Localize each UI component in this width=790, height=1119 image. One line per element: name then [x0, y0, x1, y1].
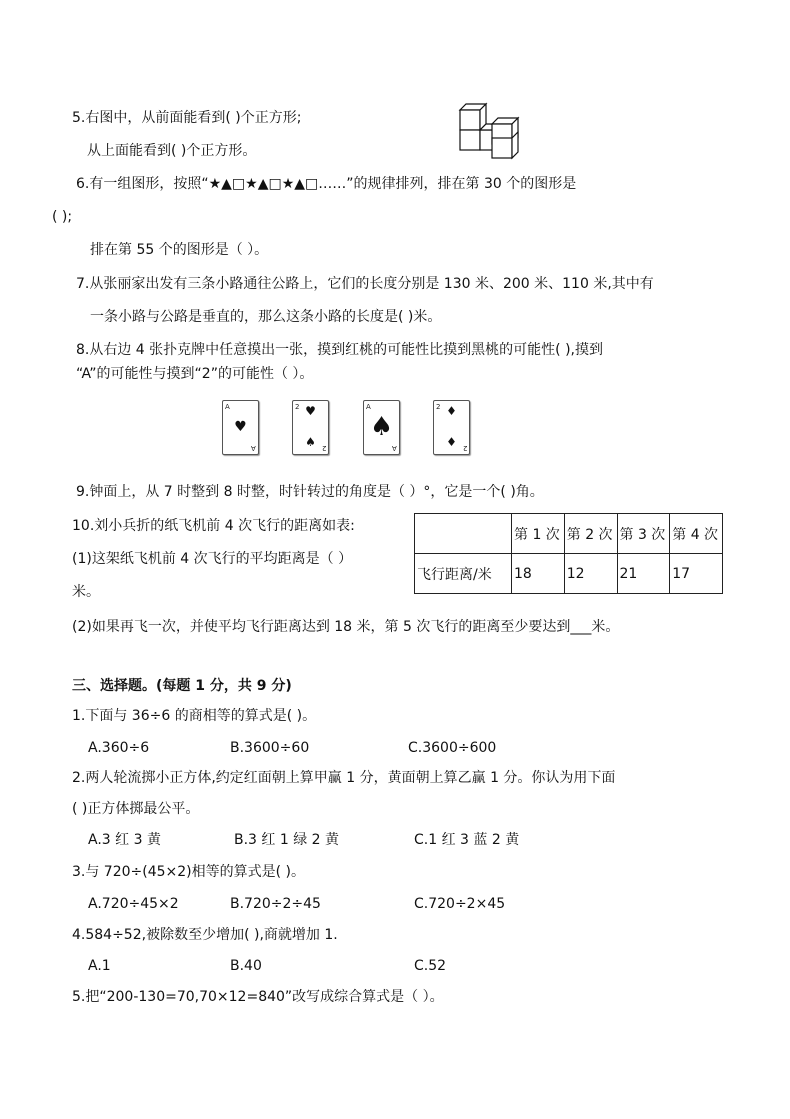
- q8-line2: “A”的可能性与摸到“2”的可能性（ ）。: [76, 366, 314, 382]
- card-rank: A: [366, 403, 371, 411]
- card-rank: A: [225, 403, 230, 411]
- heart-icon: ♥: [234, 419, 247, 435]
- choice-q2-option-c: C.1 红 3 蓝 2 黄: [414, 832, 520, 848]
- q7-line2: 一条小路与公路是垂直的，那么这条小路的长度是( )米。: [90, 309, 442, 325]
- choice-q3: 3.与 720÷(45×2)相等的算式是( )。: [72, 864, 306, 880]
- choice-q1-option-a: A.360÷6: [88, 740, 150, 756]
- spade-icon: ♠: [369, 412, 394, 442]
- table-header-cell: 第 4 次: [670, 514, 723, 554]
- table-cell: 21: [617, 554, 670, 594]
- q6-line3: 排在第 55 个的图形是（ ）。: [90, 242, 269, 258]
- q7-line1: 7.从张丽家出发有三条小路通往公路上，它们的长度分别是 130 米、200 米、110 米,其中有: [76, 276, 654, 292]
- choice-q2-line1: 2.两人轮流掷小正方体,约定红面朝上算甲赢 1 分，黄面朝上算乙赢 1 分。你认为用下面: [72, 770, 616, 786]
- playing-card-ace-spades: [363, 400, 400, 455]
- q10-line4: (2)如果再飞一次，并使平均飞行距离达到 18 米，第 5 次飞行的距离至少要达到___米。: [72, 619, 620, 635]
- card-rank-bottom: A: [251, 444, 256, 452]
- q10-line3: 米。: [72, 584, 100, 600]
- playing-card-two-hearts: [292, 400, 329, 455]
- table-header-corner: [415, 514, 512, 554]
- choice-q2-line2: ( )正方体掷最公平。: [72, 801, 200, 817]
- q6-line2: ( );: [52, 209, 73, 225]
- choice-q3-option-c: C.720÷2×45: [414, 896, 506, 912]
- table-cell: 18: [512, 554, 565, 594]
- card-rank: 2: [295, 403, 300, 411]
- card-rank-bottom: 2: [321, 444, 326, 452]
- card-rank-bottom: 2: [462, 444, 467, 452]
- q10-line2: (1)这架纸飞机前 4 次飞行的平均距离是（ ）: [72, 551, 353, 567]
- table-header-cell: 第 3 次: [617, 514, 670, 554]
- playing-card-ace-hearts: [222, 400, 259, 455]
- table-row: [415, 554, 723, 594]
- table-header-row: [415, 514, 723, 554]
- q6-line1: 6.有一组图形，按照“★▲□★▲□★▲□……”的规律排列，排在第 30 个的图形是: [76, 176, 577, 192]
- card-rank-bottom: A: [392, 444, 397, 452]
- choice-q5: 5.把“200-130=70,70×12=840”改写成综合算式是（ ）。: [72, 989, 444, 1005]
- table-cell: 12: [564, 554, 617, 594]
- cube-stack-figure: [456, 98, 536, 162]
- card-rank: 2: [436, 403, 441, 411]
- q5-line1: 5.右图中，从前面能看到( )个正方形;: [72, 110, 302, 126]
- choice-q4-option-c: C.52: [414, 958, 447, 974]
- choice-q1-option-b: B.3600÷60: [230, 740, 310, 756]
- choice-q1-option-c: C.3600÷600: [408, 740, 497, 756]
- choice-q4-option-b: B.40: [230, 958, 262, 974]
- choice-q2-option-a: A.3 红 3 黄: [88, 832, 161, 848]
- table-cell: 17: [670, 554, 723, 594]
- choice-q2-option-b: B.3 红 1 绿 2 黄: [234, 832, 340, 848]
- q5-line2: 从上面能看到( )个正方形。: [87, 143, 257, 159]
- choice-q4-option-a: A.1: [88, 958, 111, 974]
- diamond-icon: ♦: [446, 404, 457, 418]
- q10-line1: 10.刘小兵折的纸飞机前 4 次飞行的距离如表:: [72, 518, 355, 534]
- table-row-label: 飞行距离/米: [415, 554, 512, 594]
- spade-icon: ♠: [305, 435, 316, 449]
- flight-distance-table: [414, 513, 723, 594]
- table-header-cell: 第 1 次: [512, 514, 565, 554]
- heart-icon: ♥: [305, 404, 316, 418]
- q9-line: 9.钟面上，从 7 时整到 8 时整，时针转过的角度是（ ）°，它是一个( )角。: [76, 484, 544, 500]
- choice-q3-option-b: B.720÷2÷45: [230, 896, 321, 912]
- choice-q1: 1.下面与 36÷6 的商相等的算式是( )。: [72, 708, 317, 724]
- section-heading: 三、选择题。(每题 1 分，共 9 分): [72, 678, 292, 694]
- q8-line1: 8.从右边 4 张扑克牌中任意摸出一张，摸到红桃的可能性比摸到黑桃的可能性( ),摸到: [76, 342, 603, 358]
- table-header-cell: 第 2 次: [564, 514, 617, 554]
- playing-card-two-diamonds: [433, 400, 470, 455]
- choice-q4: 4.584÷52,被除数至少增加( ),商就增加 1.: [72, 927, 338, 943]
- choice-q3-option-a: A.720÷45×2: [88, 896, 179, 912]
- diamond-icon: ♦: [446, 435, 457, 449]
